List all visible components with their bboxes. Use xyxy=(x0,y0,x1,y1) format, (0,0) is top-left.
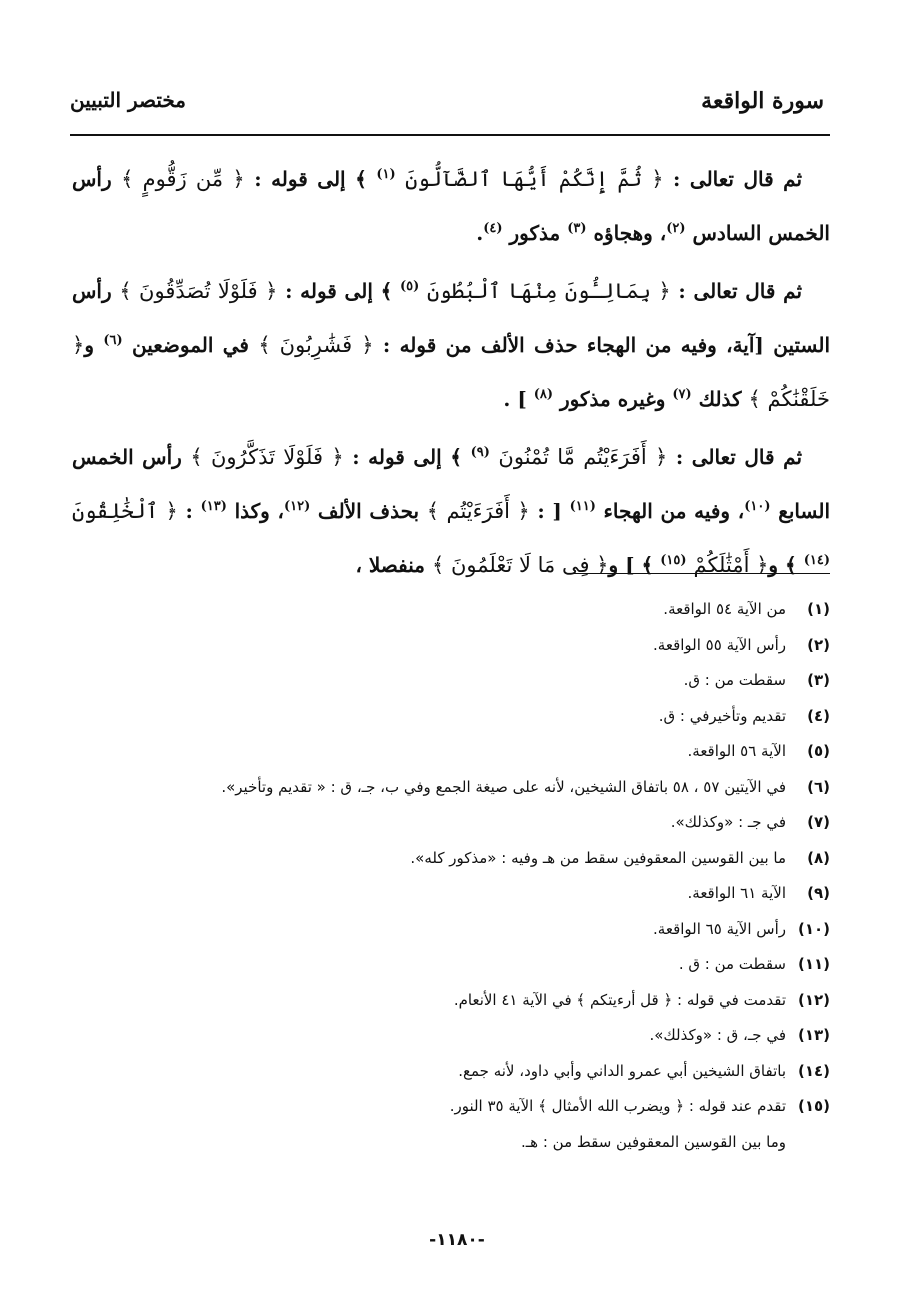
footnote-text: في جـ : «وكذلك». xyxy=(670,813,786,831)
footnote-text: ما بين القوسين المعقوفين سقط من هـ وفيه : «مذكور كله». xyxy=(410,848,786,867)
footnote-number: (٤) xyxy=(807,706,830,725)
text-run: مذكور xyxy=(509,221,561,245)
footnote-text: سقطت من : ق . xyxy=(678,955,786,973)
text-run: ثم قال تعالى : xyxy=(675,445,803,469)
footnote-ref: (٨) xyxy=(533,387,554,402)
text-run: ﴾ و xyxy=(768,553,797,577)
footnote-number: (٨) xyxy=(807,848,830,867)
footnote-ref: (٦) xyxy=(103,333,123,348)
footnote-number: (٣) xyxy=(807,671,830,689)
footnote-text: من الآية ٥٤ الواقعة. xyxy=(663,600,786,618)
quran-quote: ﴿ مِّن زَقُّومٍ ﴾ xyxy=(121,167,245,191)
footnote-text: في جـ، ق : «وكذلك». xyxy=(649,1026,786,1044)
footnote xyxy=(50,1018,830,1054)
footnotes xyxy=(50,592,830,1160)
text-run: ﴾ ] و xyxy=(608,553,654,577)
footnote-number: (١٣) xyxy=(797,1026,830,1044)
footnote-text: في الآيتين ٥٧ ، ٥٨ باتفاق الشيخين، لأنه على صيغة الجمع وفي ب، جـ، ق : « تقديم وتأخير». xyxy=(221,777,786,796)
text-run: ، وهجاؤه xyxy=(593,221,667,245)
quran-quote: ﴿ خَلَقْنَٰكُمْ ﴾ xyxy=(72,333,830,411)
footnote-ref: (١٣) xyxy=(200,499,227,514)
footnote xyxy=(50,628,830,664)
footnote-number: (٧) xyxy=(807,813,830,831)
footnote-number: (١) xyxy=(807,600,830,618)
surah-title: سورة الواقعة xyxy=(701,88,824,114)
footnote xyxy=(50,699,830,735)
page-number: -١١٨٠- xyxy=(429,1230,485,1250)
footnote-ref: (٢) xyxy=(666,221,686,236)
footnote-continuation: وما بين القوسين المعقوفين سقط من : هـ. xyxy=(520,1132,786,1151)
footnote-text: تقدم عند قوله : ﴿ ويضرب الله الأمثال ﴾ الآية ٣٥ النور. xyxy=(449,1097,786,1115)
footnote-number: (١٤) xyxy=(797,1061,830,1080)
quran-quote: ﴿ فِى مَا لَا تَعْلَمُونَ ﴾ xyxy=(431,553,609,577)
footnote xyxy=(50,592,830,628)
footnote xyxy=(50,663,830,699)
text-run: رأس الستين [آية، وفيه من الهجاء حذف الألف من قوله : xyxy=(72,279,831,357)
text-run: في الموضعين xyxy=(131,333,249,357)
footnote xyxy=(50,912,830,948)
quran-quote: ﴿ فَلَوْلَا تُصَدِّقُونَ ﴾ xyxy=(119,279,278,303)
footnote-ref: (١٢) xyxy=(283,499,311,514)
footnote-ref: (٤) xyxy=(483,221,503,236)
footnote-ref: (١٥) xyxy=(660,553,687,568)
footnote xyxy=(50,983,830,1019)
footnote-text: سقطت من : ق. xyxy=(683,671,786,689)
quran-quote: ﴿ ٱلْخَٰلِقُونَ xyxy=(72,499,178,523)
quran-quote: ﴿ أَفَرَءَيْتُم مَّا تُمْنُونَ xyxy=(498,445,668,469)
text-run: ﴾ إلى قوله : xyxy=(285,279,393,303)
footnote xyxy=(50,770,830,806)
footnote-text: رأس الآية ٥٥ الواقعة. xyxy=(653,635,786,654)
footnote xyxy=(50,1054,830,1090)
text-run: ﴾ إلى قوله : xyxy=(254,167,367,191)
text-run: ﴾ إلى قوله : xyxy=(352,445,462,469)
footnote-number: (١١) xyxy=(797,955,830,973)
footnote-number: (٢) xyxy=(807,635,830,654)
text-run: ثم قال تعالى : xyxy=(678,279,803,303)
book-title: مختصر التبيين xyxy=(70,88,187,112)
footnote-text: الآية ٦١ الواقعة. xyxy=(687,884,786,902)
quran-quote: ﴿ فَشَٰرِبُونَ ﴾ xyxy=(258,333,374,357)
text-run: [ : xyxy=(537,499,562,523)
footnote-ref: (٩) xyxy=(470,445,490,460)
footnote-ref: (٣) xyxy=(567,221,587,236)
footnote xyxy=(50,1089,830,1125)
footnote-ref: (٧) xyxy=(672,387,692,402)
footnote-ref: (٥) xyxy=(400,279,420,294)
footnote-text: رأس الآية ٦٥ الواقعة. xyxy=(653,919,786,938)
text-run: وغيره مذكور xyxy=(560,387,666,411)
footnote xyxy=(50,805,830,841)
text-run: رأس الخمس السادس xyxy=(72,167,830,245)
footnote-number: (٩) xyxy=(807,884,830,902)
footnote-number: (١٠) xyxy=(797,919,830,938)
text-run: ثم قال تعالى : xyxy=(673,167,803,191)
footnote-number: (٦) xyxy=(807,777,830,796)
footnote-ref: (١٠) xyxy=(744,499,771,514)
text-run: كذلك xyxy=(698,387,742,411)
footnote-text: الآية ٥٦ الواقعة. xyxy=(687,742,786,760)
footnote-number: (١٥) xyxy=(797,1097,830,1115)
footnote-ref: (١) xyxy=(376,167,396,182)
quran-quote: ﴿ ثُمَّ إِنَّكُمْ أَيُّهَا ٱلضَّآلُّونَ xyxy=(405,167,664,191)
footnote-text: تقدمت في قوله : ﴿ قل أرءيتكم ﴾ في الآية ٤١ الأنعام. xyxy=(453,990,786,1009)
footnote-ref: (١١) xyxy=(569,499,596,514)
footnote-number: (٥) xyxy=(807,742,830,760)
paragraph-1 xyxy=(72,150,830,258)
footnote xyxy=(50,841,830,877)
text-run: منفصلا ، xyxy=(355,553,426,577)
text-run: ] . xyxy=(503,387,527,411)
text-run: بحذف الألف xyxy=(317,499,420,523)
main-text xyxy=(72,150,830,594)
quran-quote: ﴿ أَمْثَٰلَكُمْ xyxy=(693,553,769,577)
text-run: . xyxy=(476,221,484,245)
footnote-text: تقديم وتأخيرفي : ق. xyxy=(658,706,786,725)
paragraph-2 xyxy=(72,262,830,424)
footnote-separator xyxy=(570,573,830,574)
footnote-number: (١٢) xyxy=(797,990,830,1009)
footnote xyxy=(50,947,830,983)
quran-quote: ﴿ بِمَالِـُٔونَ مِنْهَا ٱلْبُطُونَ xyxy=(427,279,671,303)
text-run: و xyxy=(84,333,94,357)
running-header xyxy=(70,88,824,128)
quran-quote: ﴿ فَلَوْلَا تَذَكَّرُونَ ﴾ xyxy=(190,445,344,469)
text-run: : xyxy=(185,499,193,523)
footnote-ref: (١٤) xyxy=(803,553,830,568)
footnote xyxy=(50,734,830,770)
text-run: ، وكذا xyxy=(234,499,284,523)
footnote xyxy=(50,876,830,912)
header-rule xyxy=(70,134,830,136)
paragraph-3 xyxy=(72,428,830,590)
quran-quote: ﴿ أَفَرَءَيْتُم ﴾ xyxy=(426,499,530,523)
footnote-text: باتفاق الشيخين أبي عمرو الداني وأبي داود، لأنه جمع. xyxy=(458,1061,786,1080)
text-run: رأس الخمس السابع xyxy=(72,445,830,523)
text-run: ، وفيه من الهجاء xyxy=(603,499,745,523)
